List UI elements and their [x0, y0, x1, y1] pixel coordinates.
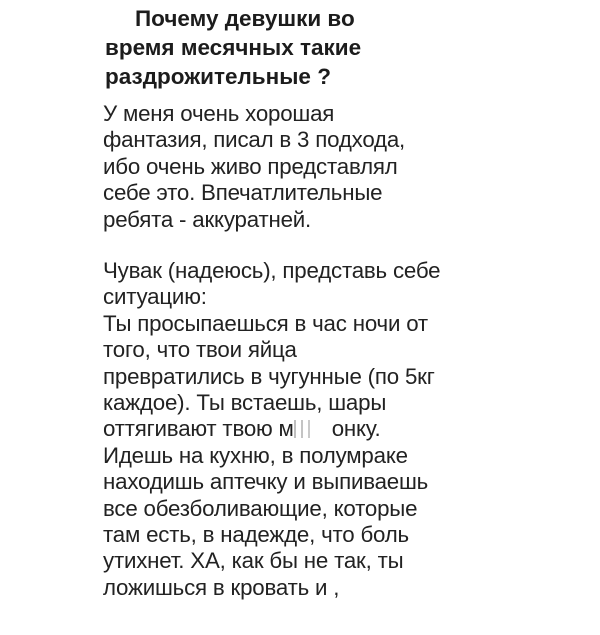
- paragraph-line: каждое). Ты встаешь, шары: [103, 390, 387, 416]
- paragraph-line: все обезболивающие, которые: [103, 495, 418, 521]
- paragraph-line: превратились в чугунные (по 5кг: [103, 363, 435, 389]
- paragraph-line: находишь аптечку и выпиваешь: [103, 469, 429, 495]
- line-start: оттягивают твою м: [103, 416, 294, 442]
- paragraph-line-censored: [103, 416, 543, 442]
- post-title: [105, 4, 485, 91]
- title-line: Почему девушки во: [135, 6, 355, 31]
- paragraph-line: Чувак (надеюсь), представь себе: [103, 258, 441, 283]
- paragraph-line: ситуацию:: [103, 284, 207, 310]
- paragraph-line: ибо очень живо представлял: [103, 153, 398, 179]
- post-paragraph-story: [103, 258, 543, 601]
- paragraph-line: того, что твои яйца: [103, 337, 297, 363]
- paragraph-line: фантазия, писал в 3 подхода,: [103, 127, 406, 153]
- post-paragraph-intro: [103, 101, 543, 233]
- paragraph-line: себе это. Впечатлительные: [103, 180, 383, 206]
- paragraph-line: Ты просыпаешься в час ночи от: [103, 310, 428, 336]
- paragraph-line: Идешь на кухню, в полумраке: [103, 442, 408, 468]
- censor-smudge: [294, 420, 332, 438]
- paragraph-line: ребята - аккуратней.: [103, 206, 312, 232]
- paragraph-line: там есть, в надежде, что боль: [103, 522, 409, 548]
- title-line: время месячных такие: [105, 35, 362, 60]
- title-line: раздрожительные ?: [105, 64, 331, 89]
- paragraph-line: ложишься в кровать и ,: [103, 574, 340, 600]
- paragraph-line: У меня очень хорошая: [103, 101, 335, 126]
- line-tail: онку.: [331, 416, 381, 442]
- paragraph-line: утихнет. ХА, как бы не так, ты: [103, 548, 404, 574]
